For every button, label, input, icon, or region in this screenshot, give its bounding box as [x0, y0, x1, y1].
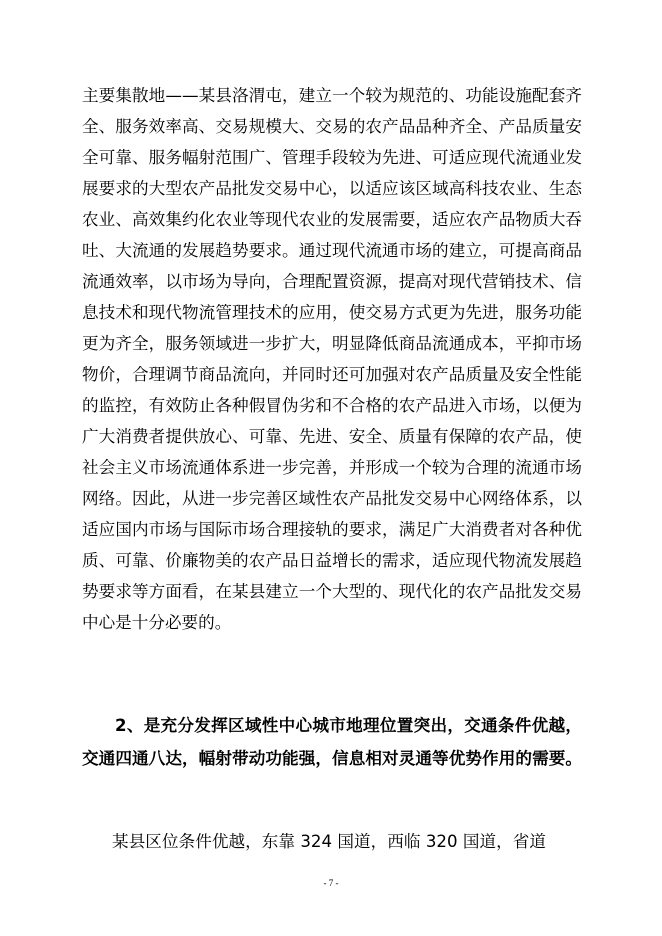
paragraph-line: 中心是十分必要的。 — [82, 613, 232, 632]
paragraph-line: 的监控，有效防止各种假冒伪劣和不合格的农产品进入市场，以便为 — [82, 396, 582, 415]
paragraph-line: 网络。因此，从进一步完善区域性农产品批发交易中心网络体系，以 — [82, 489, 582, 508]
section-heading-line: 2、是充分发挥区域性中心城市地理位置突出，交通条件优越， — [115, 716, 582, 735]
paragraph-line: 势要求等方面看，在某县建立一个大型的、现代化的农产品批发交易 — [82, 582, 582, 601]
paragraph-line: 全可靠、服务幅射范围广、管理手段较为先进、可适应现代流通业发 — [82, 148, 582, 167]
paragraph-line: 适应国内市场与国际市场合理接轨的要求，满足广大消费者对各种优 — [82, 520, 582, 539]
paragraph-line: 广大消费者提供放心、可靠、先进、安全、质量有保障的农产品，使 — [82, 427, 582, 446]
section-heading-line: 交通四通八达，幅射带动功能强，信息相对灵通等优势作用的需要。 — [82, 749, 582, 768]
paragraph-line: 社会主义市场流通体系进一步完善，并形成一个较为合理的流通市场 — [82, 458, 582, 477]
page-number: - 7 - — [323, 878, 339, 888]
paragraph-line: 某县区位条件优越，东靠 324 国道，西临 320 国道，省道 — [112, 832, 546, 851]
paragraph-line: 全、服务效率高、交易规模大、交易的农产品品种齐全、产品质量安 — [82, 117, 582, 136]
paragraph-line: 物价，合理调节商品流向，并同时还可加强对农产品质量及安全性能 — [82, 365, 582, 384]
paragraph-line: 质、可靠、价廉物美的农产品日益增长的需求，适应现代物流发展趋 — [82, 551, 582, 570]
paragraph-line: 吐、大流通的发展趋势要求。通过现代流通市场的建立，可提高商品 — [82, 241, 582, 260]
paragraph-line: 主要集散地——某县洛渭屯，建立一个较为规范的、功能设施配套齐 — [82, 86, 582, 105]
paragraph-line: 展要求的大型农产品批发交易中心，以适应该区域高科技农业、生态 — [82, 179, 582, 198]
paragraph-line: 农业、高效集约化农业等现代农业的发展需要，适应农产品物质大吞 — [82, 210, 582, 229]
paragraph-line: 流通效率，以市场为导向，合理配置资源，提高对现代营销技术、信 — [82, 272, 582, 291]
paragraph-line: 息技术和现代物流管理技术的应用，使交易方式更为先进，服务功能 — [82, 303, 582, 322]
paragraph-line: 更为齐全，服务领域进一步扩大，明显降低商品流通成本，平抑市场 — [82, 334, 582, 353]
